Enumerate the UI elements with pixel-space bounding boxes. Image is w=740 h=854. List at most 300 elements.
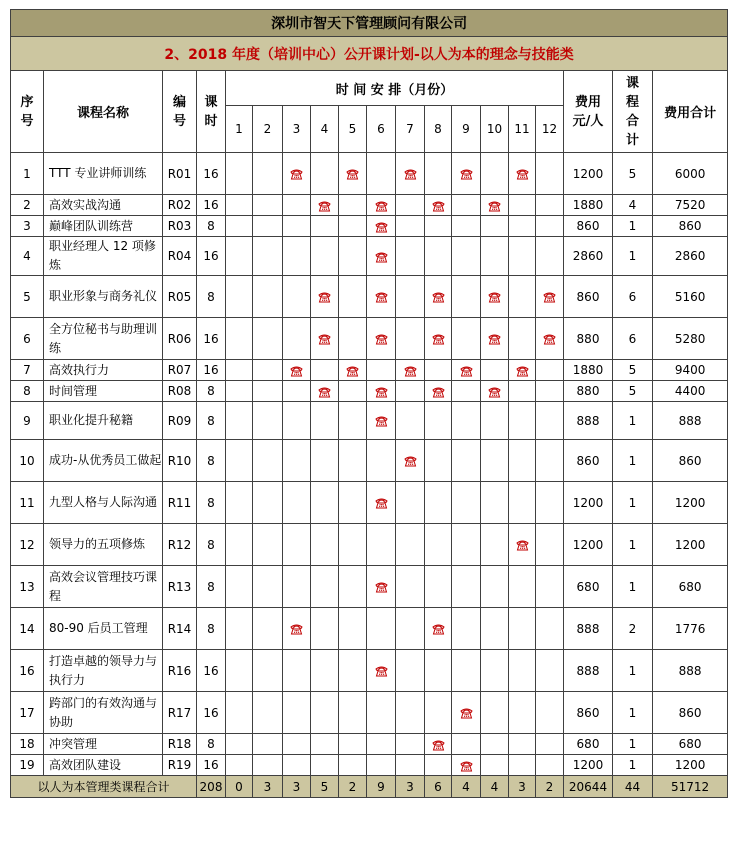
row-fee: 680 <box>564 566 613 608</box>
course-row <box>11 216 728 237</box>
month-cell-11 <box>509 237 536 276</box>
row-hours: 16 <box>197 360 226 381</box>
month-cell-5 <box>339 360 367 381</box>
header-hours: 课时 <box>197 71 226 153</box>
row-course-count: 1 <box>613 237 653 276</box>
course-row <box>11 237 728 276</box>
month-cell-12 <box>536 650 564 692</box>
month-cell-4 <box>311 195 339 216</box>
row-fee: 860 <box>564 216 613 237</box>
month-cell-6 <box>367 153 396 195</box>
row-course-name: 80-90 后员工管理 <box>44 608 163 650</box>
footer-month-5: 2 <box>339 776 367 798</box>
month-cell-3 <box>283 276 311 318</box>
phone-schedule-icon <box>542 291 557 303</box>
month-cell-7 <box>396 381 425 402</box>
footer-month-6: 9 <box>367 776 396 798</box>
row-seq: 9 <box>11 402 44 440</box>
month-cell-8 <box>425 755 452 776</box>
row-fee-total: 2860 <box>653 237 728 276</box>
footer-label: 以人为本管理类课程合计 <box>11 776 197 798</box>
row-seq: 7 <box>11 360 44 381</box>
month-cell-4 <box>311 482 339 524</box>
month-cell-2 <box>253 440 283 482</box>
phone-schedule-icon <box>403 455 418 467</box>
row-hours: 16 <box>197 692 226 734</box>
month-cell-6 <box>367 734 396 755</box>
month-cell-8 <box>425 402 452 440</box>
row-course-name: 高效实战沟通 <box>44 195 163 216</box>
row-course-name: 打造卓越的领导力与执行力 <box>44 650 163 692</box>
row-seq: 4 <box>11 237 44 276</box>
row-course-count: 2 <box>613 608 653 650</box>
row-seq: 18 <box>11 734 44 755</box>
course-row <box>11 566 728 608</box>
phone-schedule-icon <box>487 386 502 398</box>
month-cell-11 <box>509 381 536 402</box>
course-row <box>11 440 728 482</box>
month-cell-11 <box>509 734 536 755</box>
month-cell-4 <box>311 216 339 237</box>
footer-course-count: 44 <box>613 776 653 798</box>
month-cell-4 <box>311 360 339 381</box>
month-cell-12 <box>536 734 564 755</box>
month-cell-8 <box>425 566 452 608</box>
month-cell-6 <box>367 360 396 381</box>
month-cell-2 <box>253 153 283 195</box>
month-cell-2 <box>253 524 283 566</box>
month-cell-10 <box>481 381 509 402</box>
header-code: 编号 <box>163 71 197 153</box>
month-cell-6 <box>367 318 396 360</box>
row-hours: 16 <box>197 650 226 692</box>
month-cell-3 <box>283 608 311 650</box>
row-course-name: 领导力的五项修炼 <box>44 524 163 566</box>
row-course-count: 1 <box>613 566 653 608</box>
month-cell-5 <box>339 440 367 482</box>
row-fee-total: 1200 <box>653 482 728 524</box>
row-fee-total: 680 <box>653 566 728 608</box>
month-cell-9 <box>452 482 481 524</box>
row-code: R02 <box>163 195 197 216</box>
month-cell-8 <box>425 276 452 318</box>
month-cell-8 <box>425 318 452 360</box>
row-code: R06 <box>163 318 197 360</box>
footer-month-12: 2 <box>536 776 564 798</box>
month-cell-12 <box>536 318 564 360</box>
month-cell-4 <box>311 524 339 566</box>
month-cell-8 <box>425 734 452 755</box>
course-plan-sheet <box>10 9 726 798</box>
phone-schedule-icon <box>317 200 332 212</box>
month-cell-12 <box>536 195 564 216</box>
month-cell-1 <box>226 195 253 216</box>
row-course-count: 1 <box>613 524 653 566</box>
row-seq: 6 <box>11 318 44 360</box>
month-cell-11 <box>509 276 536 318</box>
month-cell-10 <box>481 440 509 482</box>
footer-month-3: 3 <box>283 776 311 798</box>
month-cell-9 <box>452 608 481 650</box>
month-cell-5 <box>339 692 367 734</box>
month-cell-9 <box>452 440 481 482</box>
row-fee: 1200 <box>564 755 613 776</box>
course-row <box>11 734 728 755</box>
month-cell-2 <box>253 650 283 692</box>
phone-schedule-icon <box>431 200 446 212</box>
month-cell-7 <box>396 524 425 566</box>
plan-subtitle: 2、2018 年度（培训中心）公开课计划-以人为本的理念与技能类 <box>11 37 728 71</box>
header-fee: 费用元/人 <box>564 71 613 153</box>
month-cell-10 <box>481 360 509 381</box>
month-cell-10 <box>481 755 509 776</box>
month-cell-12 <box>536 216 564 237</box>
month-cell-1 <box>226 402 253 440</box>
month-cell-9 <box>452 318 481 360</box>
row-code: R01 <box>163 153 197 195</box>
header-month-3: 3 <box>283 106 311 153</box>
month-cell-2 <box>253 482 283 524</box>
month-cell-1 <box>226 216 253 237</box>
month-cell-9 <box>452 402 481 440</box>
row-hours: 8 <box>197 381 226 402</box>
phone-schedule-icon <box>403 168 418 180</box>
month-cell-7 <box>396 216 425 237</box>
row-fee-total: 888 <box>653 402 728 440</box>
month-cell-1 <box>226 734 253 755</box>
month-cell-4 <box>311 237 339 276</box>
phone-schedule-icon <box>374 251 389 263</box>
month-cell-1 <box>226 153 253 195</box>
month-cell-5 <box>339 755 367 776</box>
phone-schedule-icon <box>374 291 389 303</box>
month-cell-4 <box>311 153 339 195</box>
month-cell-3 <box>283 216 311 237</box>
phone-schedule-icon <box>431 291 446 303</box>
month-cell-6 <box>367 402 396 440</box>
month-cell-8 <box>425 360 452 381</box>
header-schedule: 时 间 安 排（月份） <box>226 71 564 106</box>
month-cell-6 <box>367 237 396 276</box>
month-cell-9 <box>452 650 481 692</box>
phone-schedule-icon <box>317 386 332 398</box>
row-course-name: 高效会议管理技巧课程 <box>44 566 163 608</box>
month-cell-5 <box>339 153 367 195</box>
month-cell-1 <box>226 318 253 360</box>
row-hours: 16 <box>197 237 226 276</box>
month-cell-11 <box>509 650 536 692</box>
footer-month-7: 3 <box>396 776 425 798</box>
month-cell-2 <box>253 692 283 734</box>
row-hours: 16 <box>197 195 226 216</box>
course-row <box>11 276 728 318</box>
month-cell-3 <box>283 482 311 524</box>
row-course-name: 全方位秘书与助理训练 <box>44 318 163 360</box>
row-code: R18 <box>163 734 197 755</box>
course-row <box>11 692 728 734</box>
row-seq: 17 <box>11 692 44 734</box>
footer-month-10: 4 <box>481 776 509 798</box>
course-row <box>11 402 728 440</box>
month-cell-4 <box>311 734 339 755</box>
header-fee-total: 费用合计 <box>653 71 728 153</box>
month-cell-4 <box>311 440 339 482</box>
month-cell-6 <box>367 692 396 734</box>
phone-schedule-icon <box>374 200 389 212</box>
row-fee: 888 <box>564 402 613 440</box>
month-cell-10 <box>481 153 509 195</box>
month-cell-6 <box>367 650 396 692</box>
month-cell-5 <box>339 482 367 524</box>
month-cell-3 <box>283 755 311 776</box>
row-fee-total: 1200 <box>653 755 728 776</box>
row-code: R17 <box>163 692 197 734</box>
course-row <box>11 381 728 402</box>
row-course-count: 1 <box>613 755 653 776</box>
row-course-count: 6 <box>613 276 653 318</box>
row-code: R16 <box>163 650 197 692</box>
row-fee-total: 860 <box>653 692 728 734</box>
phone-schedule-icon <box>403 365 418 377</box>
month-cell-8 <box>425 381 452 402</box>
phone-schedule-icon <box>459 168 474 180</box>
month-cell-5 <box>339 402 367 440</box>
month-cell-11 <box>509 360 536 381</box>
month-cell-3 <box>283 650 311 692</box>
month-cell-3 <box>283 195 311 216</box>
month-cell-3 <box>283 318 311 360</box>
month-cell-1 <box>226 276 253 318</box>
month-cell-10 <box>481 402 509 440</box>
month-cell-11 <box>509 153 536 195</box>
row-code: R12 <box>163 524 197 566</box>
row-fee-total: 860 <box>653 440 728 482</box>
footer-month-2: 3 <box>253 776 283 798</box>
row-code: R03 <box>163 216 197 237</box>
month-cell-3 <box>283 153 311 195</box>
month-cell-1 <box>226 566 253 608</box>
phone-schedule-icon <box>374 581 389 593</box>
row-code: R05 <box>163 276 197 318</box>
row-course-count: 4 <box>613 195 653 216</box>
month-cell-8 <box>425 237 452 276</box>
row-hours: 16 <box>197 755 226 776</box>
phone-schedule-icon <box>374 497 389 509</box>
row-seq: 5 <box>11 276 44 318</box>
phone-schedule-icon <box>374 415 389 427</box>
month-cell-6 <box>367 216 396 237</box>
row-fee: 888 <box>564 650 613 692</box>
header-month-2: 2 <box>253 106 283 153</box>
phone-schedule-icon <box>487 291 502 303</box>
row-fee-total: 680 <box>653 734 728 755</box>
month-cell-5 <box>339 566 367 608</box>
row-course-name: 九型人格与人际沟通 <box>44 482 163 524</box>
month-cell-2 <box>253 381 283 402</box>
month-cell-7 <box>396 482 425 524</box>
month-cell-4 <box>311 566 339 608</box>
row-fee-total: 5280 <box>653 318 728 360</box>
month-cell-5 <box>339 734 367 755</box>
row-seq: 3 <box>11 216 44 237</box>
row-fee-total: 1776 <box>653 608 728 650</box>
row-fee: 1880 <box>564 195 613 216</box>
month-cell-11 <box>509 440 536 482</box>
row-code: R14 <box>163 608 197 650</box>
row-code: R19 <box>163 755 197 776</box>
row-course-name: 跨部门的有效沟通与协助 <box>44 692 163 734</box>
month-cell-9 <box>452 381 481 402</box>
month-cell-3 <box>283 566 311 608</box>
phone-schedule-icon <box>289 365 304 377</box>
course-row <box>11 360 728 381</box>
month-cell-6 <box>367 482 396 524</box>
month-cell-2 <box>253 755 283 776</box>
month-cell-12 <box>536 566 564 608</box>
row-seq: 8 <box>11 381 44 402</box>
month-cell-6 <box>367 755 396 776</box>
row-course-name: 时间管理 <box>44 381 163 402</box>
month-cell-3 <box>283 237 311 276</box>
row-course-count: 5 <box>613 360 653 381</box>
row-seq: 12 <box>11 524 44 566</box>
month-cell-7 <box>396 237 425 276</box>
row-fee-total: 888 <box>653 650 728 692</box>
phone-schedule-icon <box>374 665 389 677</box>
month-cell-5 <box>339 318 367 360</box>
phone-schedule-icon <box>459 760 474 772</box>
course-row <box>11 608 728 650</box>
month-cell-8 <box>425 608 452 650</box>
month-cell-8 <box>425 153 452 195</box>
month-cell-7 <box>396 650 425 692</box>
month-cell-10 <box>481 482 509 524</box>
row-course-name: 职业经理人 12 项修炼 <box>44 237 163 276</box>
month-cell-8 <box>425 195 452 216</box>
month-cell-1 <box>226 381 253 402</box>
course-row <box>11 524 728 566</box>
month-cell-3 <box>283 440 311 482</box>
month-cell-6 <box>367 524 396 566</box>
footer-fee-total: 51712 <box>653 776 728 798</box>
row-course-name: 高效团队建设 <box>44 755 163 776</box>
month-cell-11 <box>509 216 536 237</box>
month-cell-4 <box>311 276 339 318</box>
phone-schedule-icon <box>459 365 474 377</box>
footer-hours: 208 <box>197 776 226 798</box>
month-cell-12 <box>536 360 564 381</box>
month-cell-8 <box>425 482 452 524</box>
row-seq: 1 <box>11 153 44 195</box>
month-cell-1 <box>226 524 253 566</box>
row-hours: 16 <box>197 153 226 195</box>
row-hours: 8 <box>197 276 226 318</box>
row-fee-total: 6000 <box>653 153 728 195</box>
phone-schedule-icon <box>289 168 304 180</box>
month-cell-12 <box>536 608 564 650</box>
month-cell-11 <box>509 755 536 776</box>
phone-schedule-icon <box>317 291 332 303</box>
month-cell-7 <box>396 276 425 318</box>
row-course-count: 1 <box>613 692 653 734</box>
month-cell-10 <box>481 216 509 237</box>
phone-schedule-icon <box>515 168 530 180</box>
header-month-6: 6 <box>367 106 396 153</box>
month-cell-9 <box>452 195 481 216</box>
row-fee-total: 7520 <box>653 195 728 216</box>
month-cell-10 <box>481 237 509 276</box>
row-seq: 19 <box>11 755 44 776</box>
month-cell-7 <box>396 360 425 381</box>
header-month-4: 4 <box>311 106 339 153</box>
month-cell-7 <box>396 440 425 482</box>
row-code: R11 <box>163 482 197 524</box>
month-cell-4 <box>311 318 339 360</box>
footer-month-9: 4 <box>452 776 481 798</box>
month-cell-4 <box>311 381 339 402</box>
month-cell-7 <box>396 195 425 216</box>
row-fee: 880 <box>564 381 613 402</box>
footer-month-1: 0 <box>226 776 253 798</box>
month-cell-8 <box>425 216 452 237</box>
header-month-5: 5 <box>339 106 367 153</box>
month-cell-10 <box>481 276 509 318</box>
month-cell-12 <box>536 440 564 482</box>
row-hours: 8 <box>197 608 226 650</box>
month-cell-8 <box>425 440 452 482</box>
month-cell-3 <box>283 692 311 734</box>
month-cell-11 <box>509 318 536 360</box>
header-month-7: 7 <box>396 106 425 153</box>
row-fee: 860 <box>564 440 613 482</box>
month-cell-2 <box>253 276 283 318</box>
month-cell-10 <box>481 734 509 755</box>
header-month-8: 8 <box>425 106 452 153</box>
row-hours: 8 <box>197 482 226 524</box>
month-cell-4 <box>311 402 339 440</box>
month-cell-9 <box>452 734 481 755</box>
header-month-9: 9 <box>452 106 481 153</box>
month-cell-10 <box>481 318 509 360</box>
course-plan-table <box>10 9 728 798</box>
month-cell-1 <box>226 440 253 482</box>
month-cell-1 <box>226 755 253 776</box>
month-cell-3 <box>283 524 311 566</box>
phone-schedule-icon <box>431 739 446 751</box>
row-course-name: 职业化提升秘籍 <box>44 402 163 440</box>
month-cell-2 <box>253 216 283 237</box>
month-cell-9 <box>452 566 481 608</box>
month-cell-9 <box>452 276 481 318</box>
phone-schedule-icon <box>374 333 389 345</box>
month-cell-1 <box>226 692 253 734</box>
row-fee: 680 <box>564 734 613 755</box>
month-cell-6 <box>367 608 396 650</box>
course-row <box>11 195 728 216</box>
month-cell-7 <box>396 318 425 360</box>
month-cell-2 <box>253 566 283 608</box>
course-row <box>11 650 728 692</box>
row-code: R07 <box>163 360 197 381</box>
row-course-count: 5 <box>613 153 653 195</box>
phone-schedule-icon <box>431 623 446 635</box>
row-fee-total: 5160 <box>653 276 728 318</box>
month-cell-3 <box>283 402 311 440</box>
row-course-name: TTT 专业讲师训练 <box>44 153 163 195</box>
month-cell-1 <box>226 360 253 381</box>
footer-month-8: 6 <box>425 776 452 798</box>
month-cell-9 <box>452 524 481 566</box>
